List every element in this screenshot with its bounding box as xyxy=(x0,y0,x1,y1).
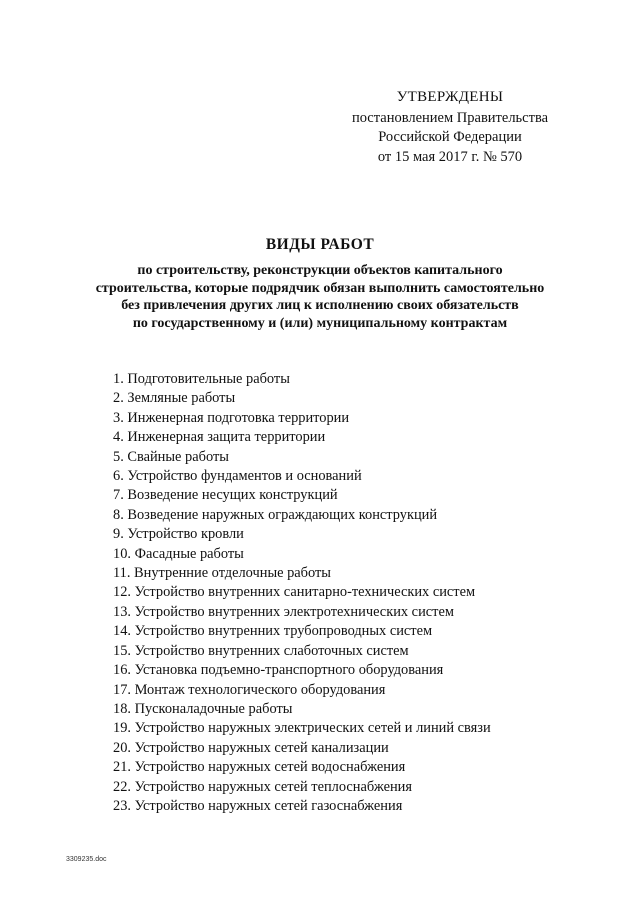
approval-line-3: от 15 мая 2017 г. № 570 xyxy=(377,148,523,165)
list-item: 3. Инженерная подготовка территории xyxy=(113,409,350,426)
subtitle-line: по государственному и (или) муниципальному контрактам xyxy=(132,315,508,331)
document-subtitle xyxy=(60,262,580,332)
list-item: 2. Земляные работы xyxy=(113,390,236,407)
list-item: 23. Устройство наружных сетей газоснабжения xyxy=(113,797,403,814)
list-item: 13. Устройство внутренних электротехнических систем xyxy=(113,603,454,620)
list-item: 15. Устройство внутренних слаботочных систем xyxy=(113,642,409,659)
list-item: 6. Устройство фундаментов и оснований xyxy=(113,468,362,485)
document-title: ВИДЫ РАБОТ xyxy=(265,236,375,253)
list-item: 1. Подготовительные работы xyxy=(113,371,290,387)
list-item: 19. Устройство наружных электрических сетей и линий связи xyxy=(113,720,491,737)
file-reference: 3309235.doc xyxy=(66,856,107,863)
list-item: 22. Устройство наружных сетей теплоснабжения xyxy=(113,778,412,795)
list-item: 9. Устройство кровли xyxy=(113,526,244,543)
list-item: 20. Устройство наружных сетей канализации xyxy=(113,739,389,756)
list-item: 10. Фасадные работы xyxy=(113,545,244,562)
approval-block xyxy=(330,88,570,167)
work-types-list xyxy=(113,370,491,816)
list-item: 14. Устройство внутренних трубопроводных систем xyxy=(113,623,433,640)
list-item: 18. Пусконаладочные работы xyxy=(113,700,293,717)
list-item: 12. Устройство внутренних санитарно-технических систем xyxy=(113,584,476,601)
list-item: 16. Установка подъемно-транспортного оборудования xyxy=(113,662,444,679)
list-item: 5. Свайные работы xyxy=(113,448,229,465)
approval-line-2: Российской Федерации xyxy=(378,129,522,145)
approval-title: УТВЕРЖДЕНЫ xyxy=(396,89,504,105)
list-item: 11. Внутренние отделочные работы xyxy=(113,565,331,582)
subtitle-line: без привлечения других лиц к исполнению своих обязательств xyxy=(121,298,519,313)
list-item: 21. Устройство наружных сетей водоснабжения xyxy=(113,759,406,776)
list-item: 17. Монтаж технологического оборудования xyxy=(113,681,386,698)
approval-line-1: постановлением Правительства xyxy=(351,109,549,126)
subtitle-line: по строительству, реконструкции объектов капитального xyxy=(137,263,503,278)
list-item: 7. Возведение несущих конструкций xyxy=(113,487,338,504)
list-item: 8. Возведение наружных ограждающих конструкций xyxy=(113,506,438,523)
subtitle-line: строительства, которые подрядчик обязан выполнить самостоятельно xyxy=(95,280,545,296)
list-item: 4. Инженерная защита территории xyxy=(113,429,326,446)
